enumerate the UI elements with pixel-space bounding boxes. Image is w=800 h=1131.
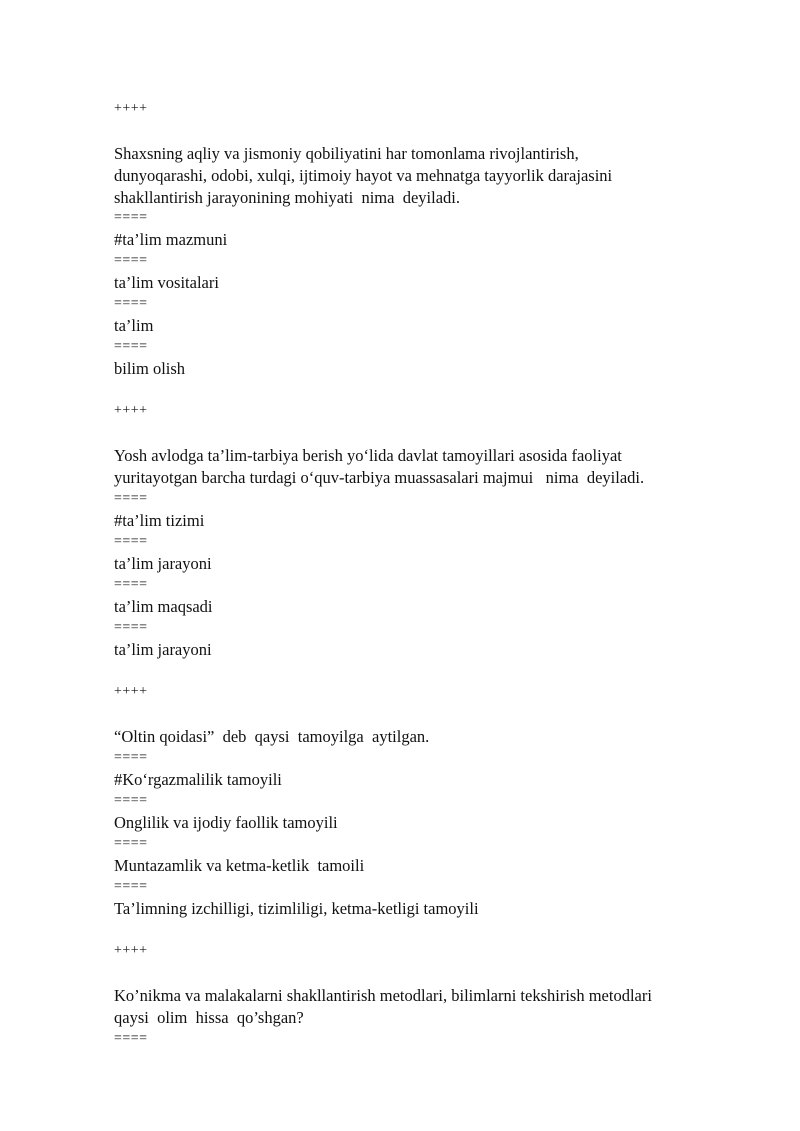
answer-option: #ta’lim mazmuni <box>114 230 228 249</box>
question-line: Yosh avlodga ta’lim-tarbiya berish yo‘lida davlat tamoyillari asosida faoliyat <box>114 446 622 465</box>
answer-option: Muntazamlik va ketma-ketlik tamoili <box>114 856 365 875</box>
question-line: yuritayotgan barcha turdagi o‘quv-tarbiya muassasalari majmui nima deyiladi. <box>114 468 645 487</box>
answer-option: ta’lim <box>114 316 154 335</box>
answer-option: Ta’limning izchilligi, tizimliligi, ketma-ketligi tamoyili <box>114 899 479 918</box>
question-line: shakllantirish jarayonining mohiyati nima deyiladi. <box>114 188 460 207</box>
answer-separator: ==== <box>114 836 148 851</box>
block-marker: ++++ <box>114 403 148 418</box>
answer-separator: ==== <box>114 879 148 894</box>
answer-separator: ==== <box>114 793 148 808</box>
answer-separator: ==== <box>114 620 148 635</box>
answer-option: #Ko‘rgazmalilik tamoyili <box>114 770 282 789</box>
block-marker: ++++ <box>114 101 148 116</box>
block-marker: ++++ <box>114 684 148 699</box>
question-line: Ko’nikma va malakalarni shakllantirish metodlari, bilimlarni tekshirish metodlari <box>114 986 652 1005</box>
answer-option: Onglilik va ijodiy faollik tamoyili <box>114 813 338 832</box>
answer-separator: ==== <box>114 210 148 225</box>
question-line: “Oltin qoidasi” deb qaysi tamoyilga aytilgan. <box>114 727 430 746</box>
answer-option: ta’lim jarayoni <box>114 554 212 573</box>
answer-option: #ta’lim tizimi <box>114 511 205 530</box>
question-line: Shaxsning aqliy va jismoniy qobiliyatini har tomonlama rivojlantirish, <box>114 144 579 163</box>
answer-separator: ==== <box>114 577 148 592</box>
answer-option: ta’lim vositalari <box>114 273 219 292</box>
answer-separator: ==== <box>114 253 148 268</box>
answer-separator: ==== <box>114 1031 148 1046</box>
answer-option: ta’lim jarayoni <box>114 640 212 659</box>
answer-separator: ==== <box>114 339 148 354</box>
answer-separator: ==== <box>114 296 148 311</box>
answer-separator: ==== <box>114 534 148 549</box>
question-line: qaysi olim hissa qo’shgan? <box>114 1008 304 1027</box>
question-line: dunyoqarashi, odobi, xulqi, ijtimoiy hayot va mehnatga tayyorlik darajasini <box>114 166 613 185</box>
answer-separator: ==== <box>114 491 148 506</box>
block-marker: ++++ <box>114 943 148 958</box>
answer-separator: ==== <box>114 750 148 765</box>
answer-option: ta’lim maqsadi <box>114 597 213 616</box>
answer-option: bilim olish <box>114 359 186 378</box>
